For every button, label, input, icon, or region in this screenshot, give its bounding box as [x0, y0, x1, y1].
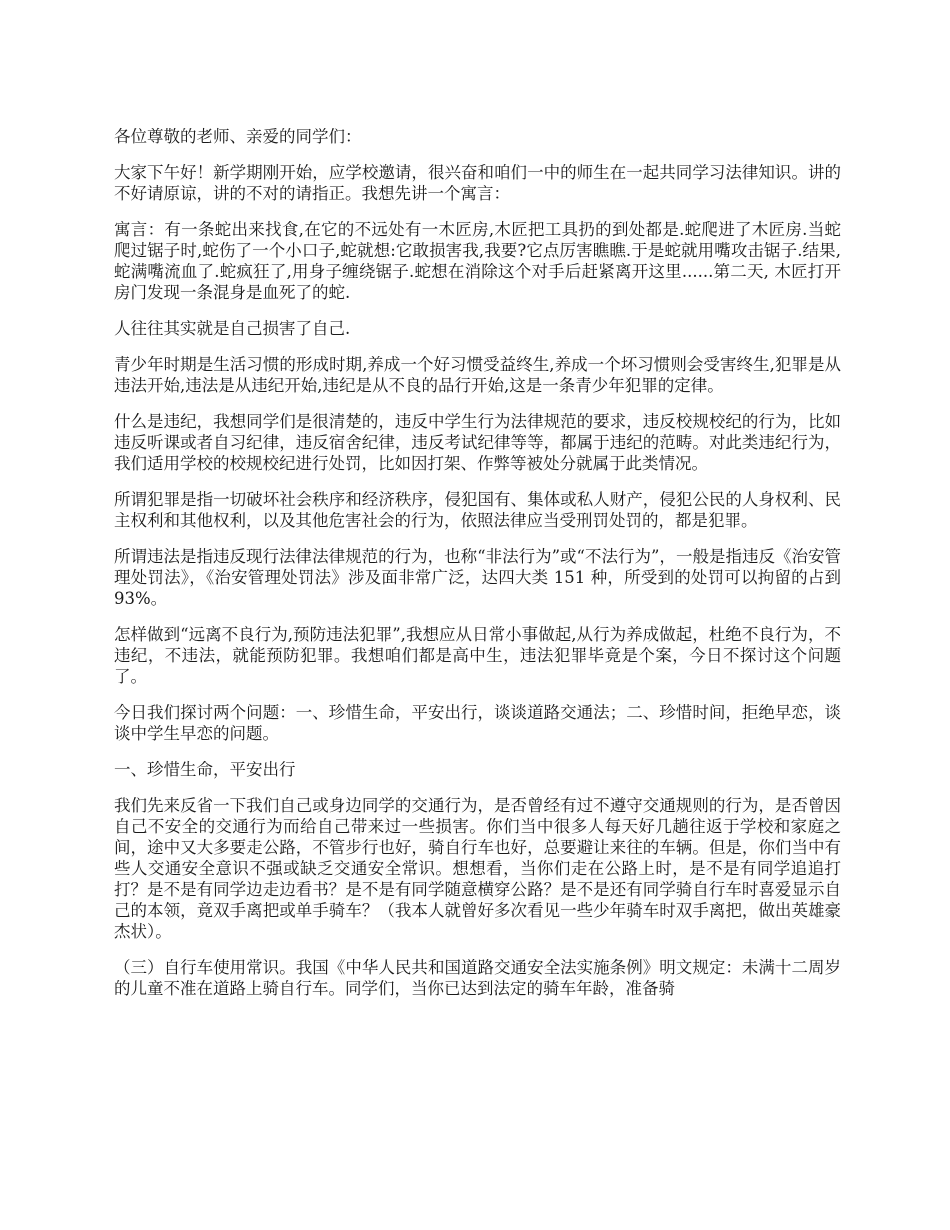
youth-habits-paragraph: 青少年时期是生活习惯的形成时期,养成一个好习惯受益终生,养成一个坏习惯则会受害终生,犯罪是从违法开始,违法是从违纪开始,违纪是从不良的品行开始,这是一条青少年犯罪的定律。	[114, 355, 841, 395]
illegal-definition-paragraph: 所谓违法是指违反现行法律法律规范的行为，也称“非法行为”或“不法行为”，一般是指违反《治安管理处罚法》，《治安管理处罚法》涉及面非常广泛，达四大类 151 种，所受到的处罚可以拘留的占到 93%。	[114, 547, 841, 608]
salutation: 各位尊敬的老师、亲爱的同学们：	[114, 127, 362, 146]
discipline-definition-paragraph: 什么是违纪，我想同学们是很清楚的，违反中学生行为法律规范的要求，违反校规校纪的行为，比如违反听课或者自习纪律，违反宿舍纪律，违反考试纪律等等，都属于违纪的范畴。对此类违纪行为，我们适用学校的校规校纪进行处罚，比如因打架、作弊等被处分就属于此类情况。	[114, 412, 841, 473]
traffic-behavior-paragraph: 我们先来反省一下我们自己或身边同学的交通行为，是否曾经有过不遵守交通规则的行为，是否曾因自己不安全的交通行为而给自己带来过一些损害。你们当中很多人每天好几趟往返于学校和家庭之间，途中又大多要走公路，不管步行也好，骑自行车也好，总要避让来往的车辆。但是，你们当中有些人交通安全意识不强或缺乏交通安全常识。想想看，当你们走在公路上时，是不是有同学追追打打？是不是有同学边走边看书？是不是有同学随意横穿公路？是不是还有同学骑自行车时喜爱显示自己的本领，竟双手离把或单手骑车？（我本人就曾好多次看见一些少年骑车时双手离把，做出英雄豪杰状）。	[114, 796, 841, 941]
section-heading: 一、珍惜生命，平安出行	[114, 760, 296, 779]
prevention-paragraph: 怎样做到“远离不良行为,预防违法犯罪”,我想应从日常小事做起,从行为养成做起，杜绝不良行为，不违纪，不违法，就能预防犯罪。我想咱们都是高中生，违法犯罪毕竟是个案，今日不探讨这个问题了。	[114, 625, 841, 686]
fable-moral: 人往往其实就是自己损害了自己.	[114, 319, 351, 338]
fable-paragraph: 寓言：有一条蛇出来找食,在它的不远处有一木匠房,木匠把工具扔的到处都是.蛇爬进了木匠房.当蛇爬过锯子时,蛇伤了一个小口子,蛇就想:它敢损害我,我要?它点厉害瞧瞧.于是蛇就用嘴攻击锯子.结果,蛇满嘴流血了.蛇疯狂了,用身子缠绕锯子.蛇想在消除这个对手后赶紧离开这里......第二天, 木匠打开房门发现一条混身是血死了的蛇.	[114, 220, 841, 302]
crime-definition-paragraph: 所谓犯罪是指一切破坏社会秩序和经济秩序，侵犯国有、集体或私人财产，侵犯公民的人身权利、民主权利和其他权利，以及其他危害社会的行为，依照法律应当受刑罚处罚的，都是犯罪。	[114, 490, 841, 530]
bicycle-rules-paragraph: （三）自行车使用常识。我国《中华人民共和国道路交通安全法实施条例》明文规定：未满十二周岁的儿童不准在道路上骑自行车。同学们，当你已达到法定的骑车年龄，准备骑	[114, 958, 841, 998]
greeting-paragraph: 大家下午好！新学期刚开始，应学校邀请，很兴奋和咱们一中的师生在一起共同学习法律知识。讲的不好请原谅，讲的不对的请指正。我想先讲一个寓言：	[114, 163, 841, 203]
topics-paragraph: 今日我们探讨两个问题：一、珍惜生命，平安出行，谈谈道路交通法；二、珍惜时间，拒绝早恋，谈谈中学生早恋的问题。	[114, 703, 841, 743]
document-body	[114, 126, 841, 1014]
